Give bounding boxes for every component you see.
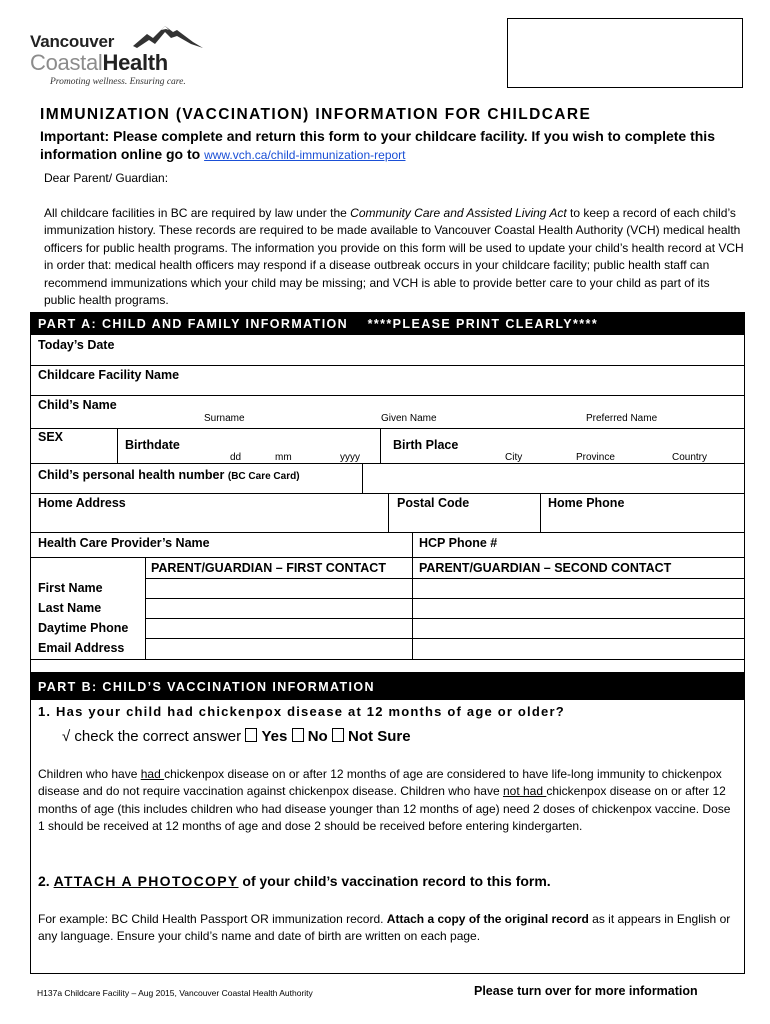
birth-place-label: Birth Place [393, 438, 459, 452]
mountain-logo-icon [133, 22, 203, 52]
second-contact-header: PARENT/GUARDIAN – SECOND CONTACT [419, 561, 672, 575]
question-2: 2. ATTACH A PHOTOCOPY of your child’s vaccination record to this form. [38, 873, 551, 889]
vch-logo [30, 22, 205, 92]
postal-code-label: Postal Code [397, 496, 470, 510]
todays-date-field[interactable] [200, 336, 740, 364]
childs-name-label: Child’s Name [38, 398, 117, 412]
last-name-label: Last Name [38, 601, 102, 615]
daytime-phone-label: Daytime Phone [38, 621, 129, 635]
facility-name-field[interactable] [200, 366, 740, 394]
question-1: 1. Has your child had chickenpox disease at 12 months of age or older? [38, 704, 565, 719]
no-checkbox-icon[interactable] [292, 728, 304, 742]
home-phone-label: Home Phone [548, 496, 625, 510]
part-b-header: PART B: CHILD’S VACCINATION INFORMATION [30, 672, 745, 700]
salutation: Dear Parent/ Guardian: [44, 171, 169, 185]
logo-coastal-health: CoastalHealth [30, 50, 168, 75]
hcp-name-label: Health Care Provider’s Name [38, 536, 210, 550]
preferred-name-caption: Preferred Name [586, 413, 658, 424]
part-a-header: PART A: CHILD AND FAMILY INFORMATION ****PLEASE PRINT CLEARLY**** [30, 312, 745, 335]
not-sure-checkbox-icon[interactable] [332, 728, 344, 742]
country-caption: Country [672, 452, 708, 463]
important-note: Important: Please complete and return this form to your childcare facility. If you wish to complete this information online go to www.vch.ca/child-immunization-report [40, 128, 715, 162]
chickenpox-paragraph: Children who have had chickenpox disease on or after 12 months of age are considered to have life-long immunity to chickenpox disease and do not require vaccination against chickenpox disease. Children who have not had chickenpox disease on or after 12 months of age (this includes children who had disease younger than 12 months of age) need 2 doses of chickenpox vaccine. Dose 1 should be received at 12 months of age and dose 2 should be received before entering kindergarten. [38, 767, 731, 834]
logo-tagline: Promoting wellness. Ensuring care. [50, 77, 186, 87]
logo-vancouver: Vancouver [30, 32, 115, 51]
surname-caption: Surname [204, 413, 245, 424]
yyyy-caption: yyyy [340, 452, 360, 463]
first-contact-header: PARENT/GUARDIAN – FIRST CONTACT [151, 561, 386, 575]
mm-caption: mm [275, 452, 292, 463]
birthdate-label: Birthdate [125, 438, 180, 452]
phn-field[interactable] [364, 464, 744, 492]
facility-name-label: Childcare Facility Name [38, 368, 180, 382]
online-report-link[interactable]: www.vch.ca/child-immunization-report [204, 148, 406, 162]
intro-paragraph: All childcare facilities in BC are required by law under the Community Care and Assisted Living Act to keep a record of each child’s immunization history. These records are required to be made available to Vancouver Coastal Health Authority (VCH) medical health officers for public health programs. The information you provide on this form will be used to update your child’s health record at VCH in order that: medical health officers may respond if a disease outbreak occurs in your childcare facility; public health staff can recommend immunizations which your child may be missing; and VCH is able to provide better care to your child as part of its public health programs. [44, 206, 744, 308]
sex-label: SEX [38, 430, 64, 444]
todays-date-label: Today’s Date [38, 338, 115, 352]
email-label: Email Address [38, 641, 125, 655]
first-name-label: First Name [38, 581, 103, 595]
turn-over-note: Please turn over for more information [474, 984, 698, 998]
given-name-caption: Given Name [381, 413, 437, 424]
office-use-box[interactable] [507, 18, 743, 88]
phn-label: Child’s personal health number (BC Care Card) [38, 468, 300, 482]
dd-caption: dd [230, 452, 242, 463]
form-title: IMMUNIZATION (VACCINATION) INFORMATION FOR CHILDCARE [40, 106, 592, 123]
form-code-footer: H137a Childcare Facility – Aug 2015, Vancouver Coastal Health Authority [37, 988, 313, 998]
chickenpox-answer-options: √ check the correct answer Yes No Not Sure [62, 728, 411, 745]
home-address-label: Home Address [38, 496, 126, 510]
province-caption: Province [576, 452, 615, 463]
city-caption: City [505, 452, 523, 463]
hcp-phone-label: HCP Phone # [419, 536, 498, 550]
photocopy-paragraph: For example: BC Child Health Passport OR immunization record. Attach a copy of the original record as it appears in English or any language. Ensure your child’s name and date of birth are written on each page. [38, 912, 731, 944]
yes-checkbox-icon[interactable] [245, 728, 257, 742]
